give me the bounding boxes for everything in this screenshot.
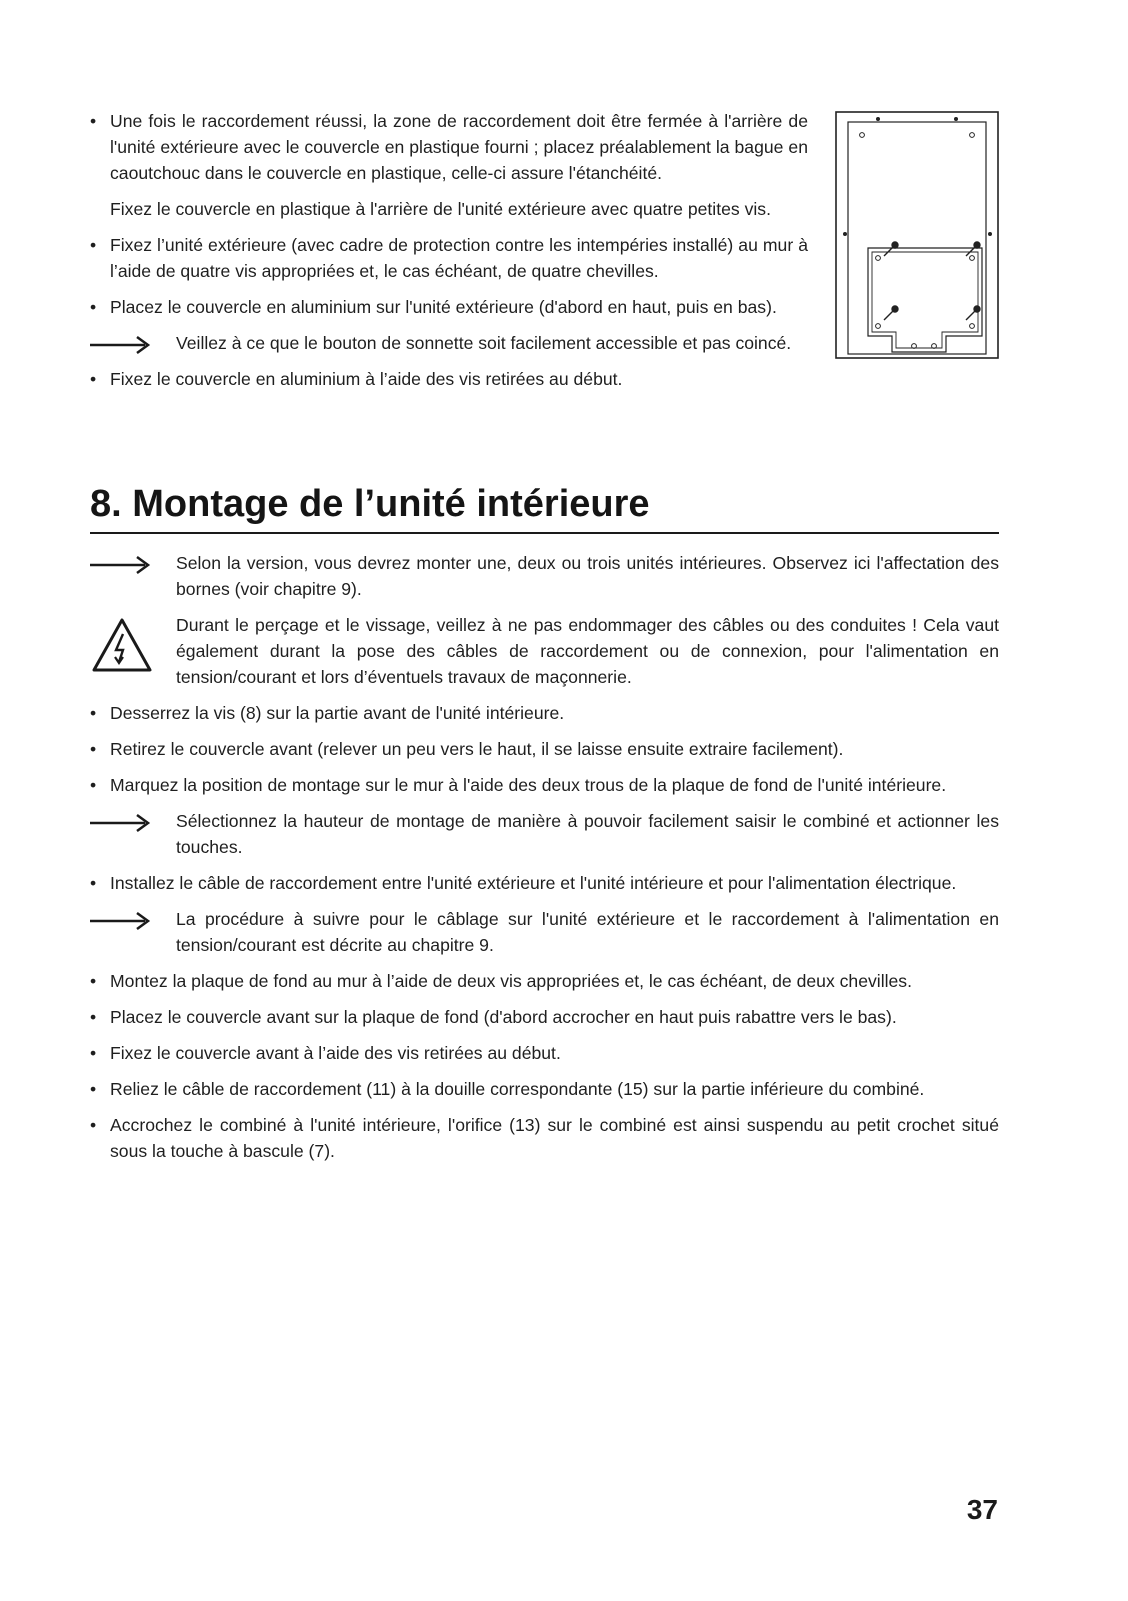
top-instructions — [90, 108, 808, 402]
item-text: Desserrez la vis (8) sur la partie avant de l'unité intérieure. — [110, 703, 565, 723]
item-text: Placez le couvercle avant sur la plaque de fond (d'abord accrocher en haut puis rabattre vers le bas). — [110, 1007, 897, 1027]
item-text: Retirez le couvercle avant (relever un peu vers le haut, il se laisse ensuite extraire facilement). — [110, 739, 844, 759]
arrow-right-icon — [90, 911, 152, 931]
bullet: • — [90, 971, 97, 991]
item-text: Installez le câble de raccordement entre l'unité extérieure et l'unité intérieure et pour l'alimentation électrique. — [110, 873, 957, 893]
item-text: Reliez le câble de raccordement (11) à la douille correspondante (15) sur la partie inférieure du combiné. — [110, 1079, 925, 1099]
item-text: Une fois le raccordement réussi, la zone de raccordement doit être fermée à l'arrière de l'unité extérieure avec le couvercle en plastique fourni ; placez préalablement la bague en caoutchouc dans le couvercle en plastique, celle-ci assure l'étanchéité. — [110, 111, 808, 183]
bullet: • — [90, 111, 97, 131]
list-item — [90, 1040, 999, 1066]
bullet: • — [90, 1043, 97, 1063]
list-item — [90, 108, 808, 186]
list-item — [90, 366, 808, 392]
list-item — [90, 700, 999, 726]
bullet: • — [90, 1007, 97, 1027]
bullet: • — [90, 235, 97, 255]
list-item-continuation — [90, 196, 808, 222]
list-item — [90, 232, 808, 284]
bullet: • — [90, 873, 97, 893]
bullet: • — [90, 739, 97, 759]
list-item — [90, 1112, 999, 1164]
bullet: • — [90, 297, 97, 317]
note — [90, 808, 999, 860]
note-text: Sélectionnez la hauteur de montage de manière à pouvoir facilement saisir le combiné et actionner les touches. — [176, 811, 999, 857]
list-item — [90, 772, 999, 798]
item-text: Fixez le couvercle avant à l’aide des vis retirées au début. — [110, 1043, 561, 1063]
item-text: Placez le couvercle en aluminium sur l'unité extérieure (d'abord en haut, puis en bas). — [110, 297, 777, 317]
section-8-content — [90, 550, 999, 1174]
note-text: Selon la version, vous devrez monter une, deux ou trois unités intérieures. Observez ici l'affectation des bornes (voir chapitre 9). — [176, 553, 999, 599]
list-item — [90, 870, 999, 896]
item-text: Fixez l’unité extérieure (avec cadre de protection contre les intempéries installé) au mur à l’aide de quatre vis appropriées et, le cas échéant, de quatre chevilles. — [110, 235, 808, 281]
arrow-right-icon — [90, 335, 152, 355]
section-heading: 8. Montage de l’unité intérieure — [90, 482, 999, 534]
bullet: • — [90, 1115, 97, 1135]
electrical-hazard-icon — [90, 616, 154, 674]
item-text: Fixez le couvercle en aluminium à l’aide des vis retirées au début. — [110, 369, 623, 389]
bullet: • — [90, 703, 97, 723]
warning-note — [90, 612, 999, 690]
list-item — [90, 968, 999, 994]
arrow-right-icon — [90, 813, 152, 833]
list-item — [90, 1076, 999, 1102]
page-number: 37 — [966, 1494, 998, 1525]
note — [90, 550, 999, 602]
outdoor-unit-illustration — [834, 110, 1000, 370]
list-item — [90, 294, 808, 320]
item-text: Marquez la position de montage sur le mur à l'aide des deux trous de la plaque de fond de l'unité intérieure. — [110, 775, 947, 795]
item-text: Fixez le couvercle en plastique à l'arrière de l'unité extérieure avec quatre petites vis. — [110, 199, 771, 219]
list-item — [90, 736, 999, 762]
note — [90, 906, 999, 958]
list-item — [90, 1004, 999, 1030]
bullet: • — [90, 775, 97, 795]
arrow-right-icon — [90, 555, 152, 575]
warning-text: Durant le perçage et le vissage, veillez à ne pas endommager des câbles ou des conduites ! Cela vaut également durant la pose des câbles de raccordement ou de connexion, pour l'alimentation en tension/courant et lors d’éventuels travaux de maçonnerie. — [176, 615, 999, 687]
item-text: Montez la plaque de fond au mur à l’aide de deux vis appropriées et, le cas échéant, de deux chevilles. — [110, 971, 912, 991]
item-text: Accrochez le combiné à l'unité intérieure, l'orifice (13) sur le combiné est ainsi suspendu au petit crochet situé sous la touche à bascule (7). — [110, 1115, 999, 1161]
note — [90, 330, 808, 356]
bullet: • — [90, 1079, 97, 1099]
note-text: La procédure à suivre pour le câblage sur l'unité extérieure et le raccordement à l'alimentation en tension/courant est décrite au chapitre 9. — [176, 909, 999, 955]
bullet: • — [90, 369, 97, 389]
note-text: Veillez à ce que le bouton de sonnette soit facilement accessible et pas coincé. — [176, 333, 792, 353]
